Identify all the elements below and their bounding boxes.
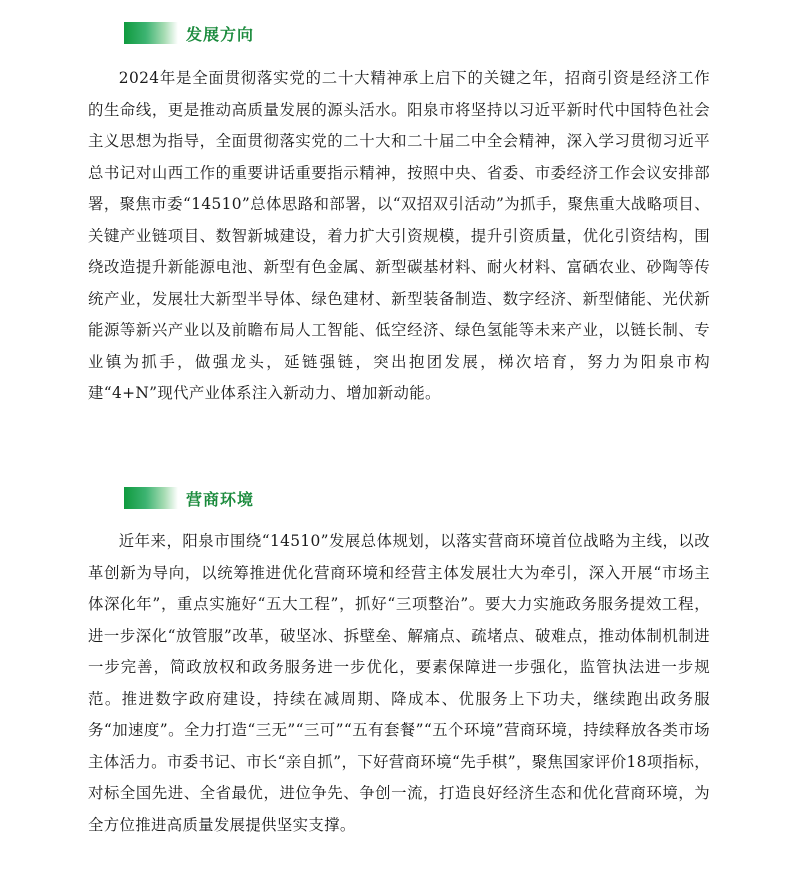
body-paragraph: 2024年是全面贯彻落实党的二十大精神承上启下的关键之年，招商引资是经济工作的生命线，更是推动高质量发展的源头活水。阳泉市将坚持以习近平新时代中国特色社会主义思想为指导，全面贯彻落实党的二十大和二十届二中全会精神，深入学习贯彻习近平总书记对山西工作的重要讲话重要指示精神，按照中央、省委、市委经济工作会议安排部署，聚焦市委“14510”总体思路和部署，以“双招双引活动”为抓手，聚焦重大战略项目、关键产业链项目、数智新城建设，着力扩大引资规模，提升引资质量，优化引资结构，围绕改造提升新能源电池、新型有色金属、新型碳基材料、耐火材料、富硒农业、砂陶等传统产业，发展壮大新型半导体、绿色建材、新型装备制造、数字经济、新型储能、光伏新能源等新兴产业以及前瞻布局人工智能、低空经济、绿色氢能等未来产业，以链长制、专业镇为抓手，做强龙头，延链强链，突出抱团发展，梯次培育，努力为阳泉市构建“4+N”现代产业体系注入新动力、增加新动能。 bbox=[88, 69, 710, 402]
heading-gradient-bar bbox=[124, 487, 178, 509]
heading-gradient-bar bbox=[124, 22, 178, 44]
heading-text: 营商环境 bbox=[186, 489, 255, 509]
heading-text: 发展方向 bbox=[186, 24, 255, 44]
section-heading bbox=[124, 485, 710, 511]
section-development-direction bbox=[88, 20, 710, 410]
body-paragraph: 近年来，阳泉市围绕“14510”发展总体规划，以落实营商环境首位战略为主线，以改革创新为导向，以统筹推进优化营商环境和经营主体发展壮大为牵引，深入开展“市场主体深化年”，重点实施好“五大工程”，抓好“三项整治”。要大力实施政务服务提效工程，进一步深化“放管服”改革，破坚冰、拆壁垒、解痛点、疏堵点、破难点，推动体制机制进一步完善，简政放权和政务服务进一步优化，要素保障进一步强化，监管执法进一步规范。推进数字政府建设，持续在减周期、降成本、优服务上下功夫，继续跑出政务服务“加速度”。全力打造“三无”“三可”“五有套餐”“五个环境”营商环境，持续释放各类市场主体活力。市委书记、市长“亲自抓”，下好营商环境“先手棋”，聚焦国家评价18项指标，对标全国先进、全省最优，进位争先、争创一流，打造良好经济生态和优化营商环境，为全方位推进高质量发展提供坚实支撑。 bbox=[88, 532, 710, 834]
section-business-environment bbox=[88, 485, 710, 841]
section-heading bbox=[124, 20, 710, 46]
